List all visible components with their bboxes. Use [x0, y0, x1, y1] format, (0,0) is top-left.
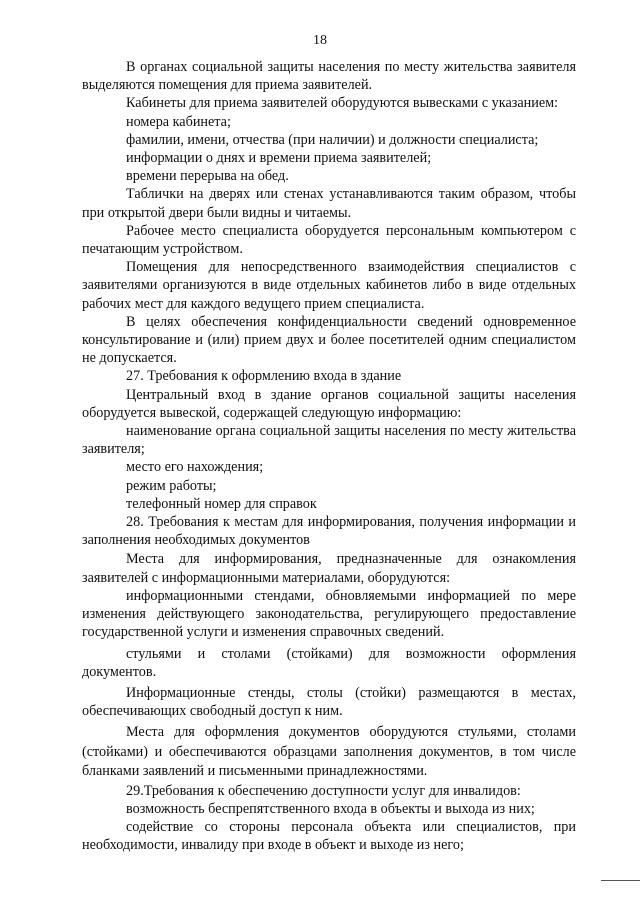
paragraph: номера кабинета;	[126, 113, 231, 130]
paragraph: В органах социальной защиты населения по месту жительства заявителя выделяются помещения для приема заявителей.	[82, 59, 576, 94]
page-number: 18	[313, 33, 327, 48]
paragraph: наименование органа социальной защиты населения по месту жительства заявителя;	[82, 423, 576, 458]
paragraph: Кабинеты для приема заявителей оборудуются вывесками с указанием:	[126, 95, 559, 112]
paragraph: Рабочее место специалиста оборудуется персональным компьютером с печатающим устройством.	[82, 222, 576, 258]
paragraph: информационными стендами, обновляемыми информацией по мере изменения действующего законодательства, регулирующего предоставление государственной услуги и изменения справочных сведений.	[82, 587, 576, 641]
scan-edge-mark	[601, 880, 640, 881]
paragraph: Информационные стенды, столы (стойки) размещаются в местах, обеспечивающих свободный доступ к ним.	[82, 684, 576, 720]
paragraph: информации о днях и времени приема заявителей;	[126, 150, 432, 167]
section-heading: 29.Требования к обеспечению доступности услуг для инвалидов:	[126, 782, 521, 799]
paragraph: телефонный номер для справок	[126, 495, 317, 512]
paragraph: режим работы;	[126, 477, 217, 494]
paragraph: содействие со стороны персонала объекта или специалистов, при необходимости, инвалиду при входе в объект и выходе из него;	[82, 819, 576, 854]
paragraph: Центральный вход в здание органов социальной защиты населения оборудуется вывеской, содержащей следующую информацию:	[82, 386, 576, 421]
paragraph: времени перерыва на обед.	[126, 168, 289, 185]
paragraph: Помещения для непосредственного взаимодействия специалистов с заявителями организуются в виде отдельных кабинетов либо в виде отдельных рабочих мест для каждого ведущего прием специалиста.	[82, 259, 576, 312]
paragraph: Места для оформления документов оборудуются стульями, столами (стойками) и обеспечиваются образцами заполнения документов, в том числе бланками заявлений и письменными принадлежностями.	[82, 724, 576, 780]
document-body	[82, 58, 576, 855]
paragraph: место его нахождения;	[126, 459, 264, 476]
paragraph: Таблички на дверях или стенах устанавливаются таким образом, чтобы при открытой двери были видны и читаемы.	[82, 186, 576, 221]
section-heading: 27. Требования к оформлению входа в здание	[126, 368, 402, 385]
paragraph: Места для информирования, предназначенные для ознакомления заявителей с информационными материалами, оборудуются:	[82, 551, 576, 586]
section-heading: 28. Требования к местам для информирования, получения информации и заполнения необходимых документов	[82, 514, 576, 549]
paragraph: стульями и столами (стойками) для возможности оформления документов.	[82, 645, 576, 680]
paragraph: фамилии, имени, отчества (при наличии) и должности специалиста;	[126, 131, 539, 148]
paragraph: В целях обеспечения конфиденциальности сведений одновременное консультирование и (или) прием двух и более посетителей одним специалистом не допускается.	[82, 313, 576, 367]
paragraph: возможность беспрепятственного входа в объекты и выхода из них;	[126, 801, 535, 818]
